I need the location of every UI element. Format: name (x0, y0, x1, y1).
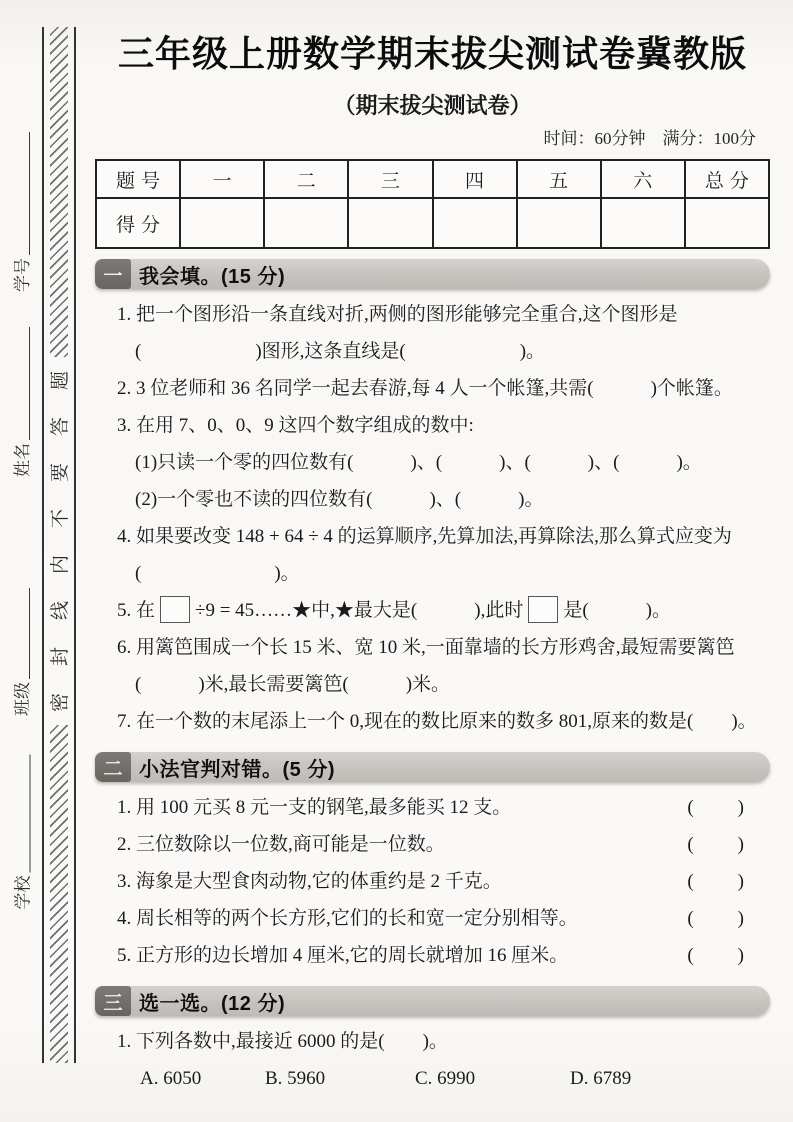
score-row-label: 得分 (96, 198, 180, 248)
seal-char (49, 679, 72, 725)
judge-row (95, 826, 770, 863)
seal-char-glyph: 封 (50, 646, 72, 666)
score-table-header-cell: 四 (433, 160, 517, 198)
question-line: 6. 用篱笆围成一个长 15 米、宽 10 米,一面靠墙的长方形鸡舍,最短需要篱笆 (117, 637, 735, 658)
judge-row (95, 900, 770, 937)
seal-char-glyph: 不 (50, 508, 72, 528)
seal-char (49, 495, 72, 541)
score-cell-empty (264, 198, 348, 248)
field-blank-line (29, 588, 30, 679)
section-title: 小法官判对错。(5 分) (139, 758, 335, 781)
question-line: 1. 把一个图形沿一条直线对折,两侧的图形能够完全重合,这个图形是 (117, 304, 678, 325)
seal-char (49, 587, 72, 633)
page-title: 三年级上册数学期末拔尖测试卷冀教版 (117, 33, 747, 74)
seal-hatch-top (50, 27, 68, 357)
choice-options-row (95, 1060, 770, 1098)
seal-char (49, 541, 72, 587)
score-cell-empty (685, 198, 769, 248)
option-item: B. 5960 (265, 1068, 326, 1089)
seal-char-glyph: 密 (50, 692, 72, 712)
answer-blank: ( ) (687, 945, 746, 966)
section-heading (95, 259, 770, 289)
section-number-badge: 三 (95, 986, 131, 1016)
answer-blank: ( ) (687, 908, 746, 929)
seal-char (49, 449, 72, 495)
option-item: C. 6990 (415, 1068, 476, 1089)
field-blank-line (29, 327, 30, 440)
margin-field-label-学号 (10, 132, 34, 292)
field-label-text: 班级 (13, 682, 32, 716)
field-blank-line (29, 132, 30, 255)
time-score-info: 时间：60分钟 满分：100分 (543, 129, 756, 148)
field-label-text: 姓名 (13, 443, 32, 477)
question-line: 4. 如果要改变 148 + 64 ÷ 4 的运算顺序,先算加法,再算除法,那么算式应变为 (117, 526, 732, 547)
section-heading (95, 752, 770, 782)
question-line: ( )图形,这条直线是( )。 (135, 341, 546, 362)
answer-box (528, 596, 558, 623)
score-cell-empty (433, 198, 517, 248)
exam-paper (95, 0, 770, 1100)
judge-statement: 5. 正方形的边长增加 4 厘米,它的周长就增加 16 厘米。 (117, 945, 569, 966)
field-label-text: 学校 (13, 875, 32, 910)
paper-subtitle: （期末拔尖测试卷） (333, 93, 532, 118)
judge-row (95, 937, 770, 974)
answer-box (160, 596, 190, 623)
question-line: ( )。 (135, 563, 300, 584)
judge-statement: 1. 用 100 元买 8 元一支的钢笔,最多能买 12 支。 (117, 797, 512, 818)
score-table-header-cell: 六 (601, 160, 685, 198)
seal-char (49, 633, 72, 679)
margin-field-label-学校 (10, 755, 34, 910)
question-line: (2)一个零也不读的四位数有( )、( )。 (135, 489, 544, 510)
judge-row (95, 789, 770, 826)
score-table-header-cell: 一 (180, 160, 264, 198)
score-cell-empty (348, 198, 432, 248)
question-line (95, 592, 770, 629)
question-line: 2. 3 位老师和 36 名同学一起去春游,每 4 人一个帐篷,共需( )个帐篷。 (117, 378, 733, 399)
judge-statement: 2. 三位数除以一位数,商可能是一位数。 (117, 834, 445, 855)
question-line: 7. 在一个数的末尾添上一个 0,现在的数比原来的数多 801,原来的数是( )。 (117, 711, 757, 732)
seal-char (49, 357, 72, 403)
section-heading (95, 986, 770, 1016)
question-text: 是( )。 (563, 600, 671, 621)
seal-char-glyph: 线 (50, 600, 72, 620)
judge-statement: 4. 周长相等的两个长方形,它们的长和宽一定分别相等。 (117, 908, 578, 929)
seal-hatch-bottom (50, 725, 68, 1063)
score-cell-empty (517, 198, 601, 248)
section-title: 我会填。(15 分) (139, 265, 286, 288)
margin-field-label-姓名 (10, 327, 34, 477)
score-table-header-cell: 二 (264, 160, 348, 198)
question-line: (1)只读一个零的四位数有( )、( )、( )、( )。 (135, 452, 702, 473)
seal-char-glyph: 要 (50, 462, 72, 482)
question-line: 3. 在用 7、0、0、9 这四个数字组成的数中: (117, 415, 474, 436)
seal-line (42, 27, 76, 1063)
score-table-header-cell: 三 (348, 160, 432, 198)
section-title: 选一选。(12 分) (139, 992, 286, 1015)
section-number-badge: 二 (95, 752, 131, 782)
section-content (95, 291, 770, 742)
field-blank-line (29, 755, 30, 873)
question-text: ÷9 = 45……★中,★最大是( ),此时 (195, 600, 524, 621)
section-number-badge: 一 (95, 259, 131, 289)
score-cell-empty (180, 198, 264, 248)
score-table-header-cell: 题号 (96, 160, 180, 198)
answer-blank: ( ) (687, 797, 746, 818)
judge-row (95, 863, 770, 900)
question-text: 5. 在 (117, 600, 156, 621)
field-label-text: 学号 (13, 258, 32, 292)
score-table-header-cell: 总分 (685, 160, 769, 198)
answer-blank: ( ) (687, 871, 746, 892)
judge-statement: 3. 海象是大型食肉动物,它的体重约是 2 千克。 (117, 871, 502, 892)
score-table-header-cell: 五 (517, 160, 601, 198)
question-line: ( )米,最长需要篱笆( )米。 (135, 674, 451, 695)
sections (95, 259, 770, 1100)
seal-char-glyph: 内 (50, 554, 72, 574)
option-item: D. 6789 (570, 1068, 632, 1089)
section-content (95, 784, 770, 976)
section-content (95, 1018, 770, 1100)
seal-char (49, 403, 72, 449)
option-item: A. 6050 (140, 1068, 202, 1089)
margin-field-label-班级 (10, 588, 34, 716)
seal-text (49, 357, 72, 725)
score-cell-empty (601, 198, 685, 248)
question-line: 1. 下列各数中,最接近 6000 的是( )。 (117, 1031, 448, 1052)
score-table (95, 159, 770, 249)
seal-char-glyph: 答 (50, 416, 72, 436)
answer-blank: ( ) (687, 834, 746, 855)
seal-char-glyph: 题 (50, 370, 72, 390)
